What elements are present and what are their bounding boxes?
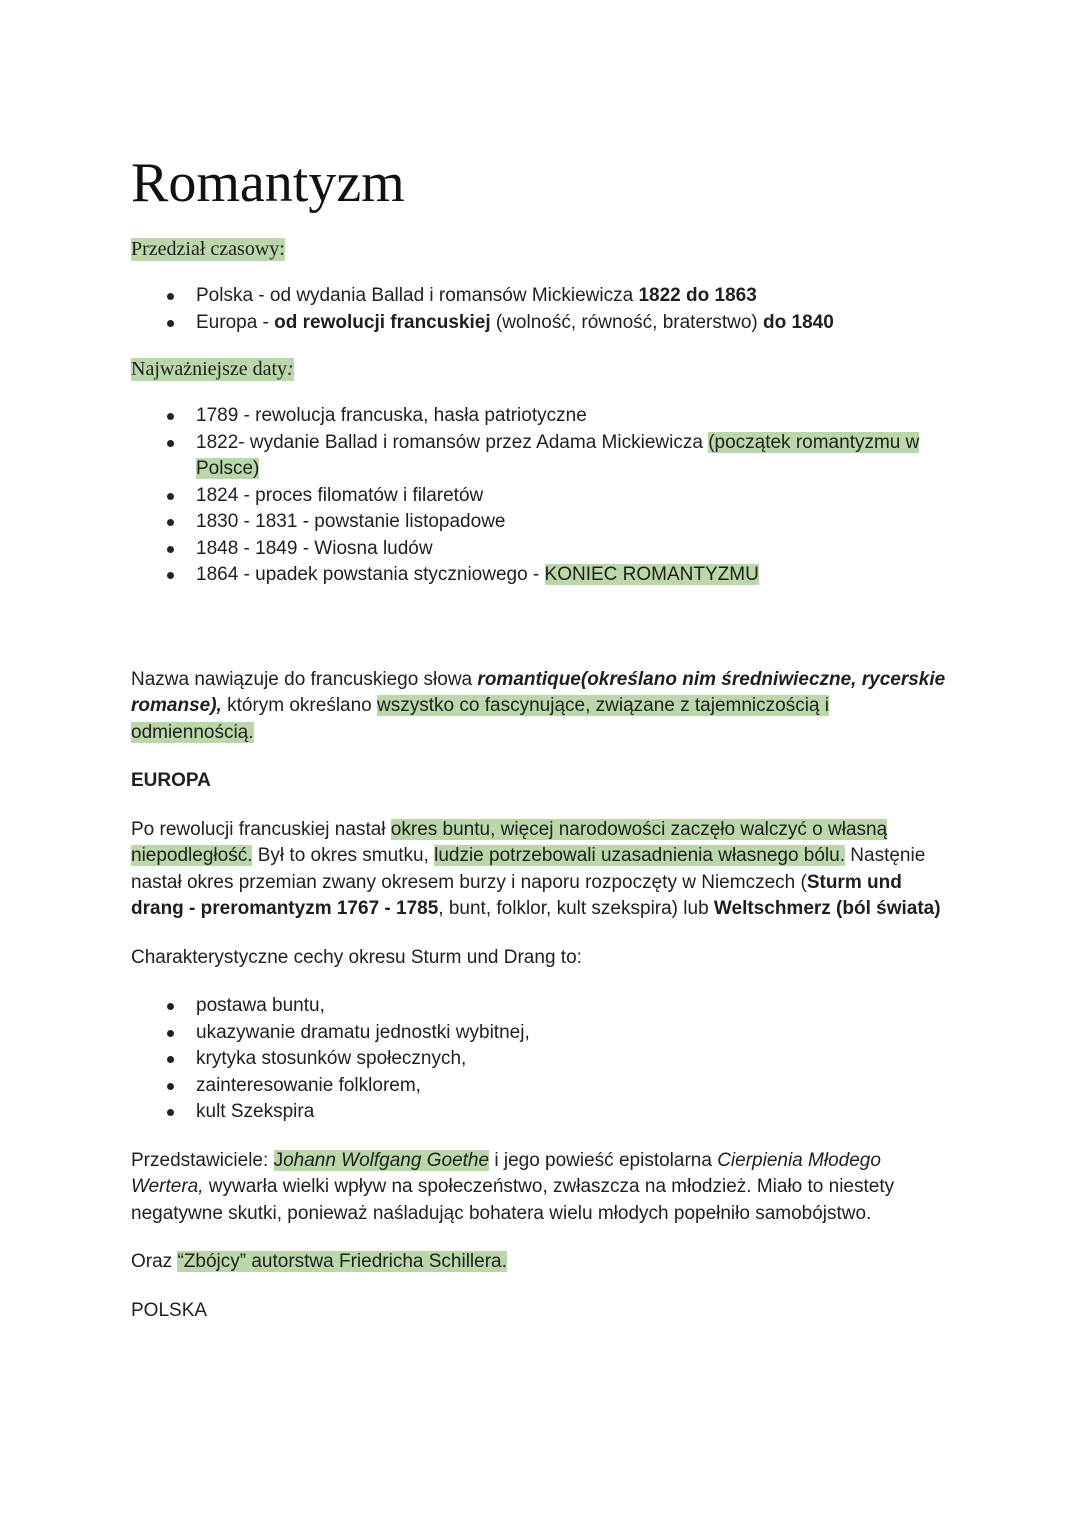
list-item-text: (wolność, równość, braterstwo): [490, 311, 764, 333]
highlight: Johann Wolfgang Goethe: [273, 1149, 490, 1171]
list-item: ukazywanie dramatu jednostki wybitnej,: [131, 1020, 951, 1047]
list-item: 1822- wydanie Ballad i romansów przez Adama Mickiewicza (początek romantyzmu w Polsce): [131, 430, 951, 483]
list-item: kult Szekspira: [131, 1099, 951, 1126]
section-heading-polska: POLSKA: [131, 1299, 208, 1321]
list-item: krytyka stosunków społecznych,: [131, 1046, 951, 1073]
list-item-bold: 1822 do 1863: [638, 285, 757, 306]
document-page: [131, 150, 951, 1346]
list-item: [131, 283, 951, 310]
section-heading-dates: Najważniejsze daty:: [131, 358, 294, 380]
section-heading-europa: EUROPA: [131, 770, 211, 791]
representatives-paragraph: Przedstawiciele: Johann Wolfgang Goethe i jego powieść epistolarna Cierpienia Młodego Wertera, wywarła wielki wpływ na społeczeństwo, zwłaszcza na młodzież. Miało to niestety negatywne skutki, ponieważ naśladując bohatera wielu młodych popełniło samobójstwo.: [131, 1149, 895, 1224]
list-item-bold: od rewolucji francuskiej: [274, 311, 491, 333]
schiller-paragraph: Oraz “Zbójcy” autorstwa Friedricha Schillera.: [131, 1251, 507, 1272]
section-heading-time-range: Przedział czasowy:: [131, 238, 285, 260]
traits-list: [131, 993, 951, 1126]
highlight: “Zbójcy” autorstwa Friedricha Schillera.: [177, 1251, 507, 1272]
list-item: zainteresowanie folklorem,: [131, 1073, 951, 1100]
section-time-range: [131, 238, 951, 336]
highlight: KONIEC ROMANTYZMU: [544, 564, 759, 585]
list-item: 1830 - 1831 - powstanie listopadowe: [131, 509, 951, 536]
list-item: 1848 - 1849 - Wiosna ludów: [131, 536, 951, 563]
time-range-list: [131, 283, 951, 336]
highlight: ludzie potrzebowali uzasadnienia własnego bólu.: [434, 845, 845, 866]
traits-intro: Charakterystyczne cechy okresu Sturm und Drang to:: [131, 946, 582, 968]
page-title: Romantyzm: [131, 152, 405, 214]
name-origin-paragraph: Nazwa nawiązuje do francuskiego słowa romantique(określano nim średniwieczne, rycerskie romanse), którym określano wszystko co fascynujące, związane z tajemniczością i odmiennością.: [131, 668, 946, 743]
list-item-text: Europa -: [196, 311, 275, 333]
dates-list: [131, 403, 951, 589]
highlight: (początek romantyzmu w Polsce): [196, 431, 920, 479]
list-item: postawa buntu,: [131, 993, 951, 1020]
list-item: 1789 - rewolucja francuska, hasła patriotyczne: [131, 403, 951, 430]
list-item: [131, 310, 951, 337]
list-item: 1864 - upadek powstania styczniowego - KONIEC ROMANTYZMU: [131, 562, 951, 589]
list-item-text: Polska - od wydania Ballad i romansów Mickiewicza: [196, 285, 639, 306]
highlight: wszystko co fascynujące, związane z tajemniczością i odmiennością.: [131, 695, 830, 743]
section-important-dates: [131, 358, 951, 589]
highlight: okres buntu, więcej narodowości zaczęło walczyć o własną niepodległość.: [131, 818, 888, 866]
list-item-bold: do 1840: [763, 311, 834, 333]
list-item: 1824 - proces filomatów i filaretów: [131, 483, 951, 510]
europa-paragraph: Po rewolucji francuskiej nastał okres buntu, więcej narodowości zaczęło walczyć o własną niepodległość. Był to okres smutku, ludzie potrzebowali uzasadnienia własnego bólu. Nastęnie nastał okres przemian zwany okresem burzy i naporu rozpoczęty w Niemczech (Sturm und drang - preromantyzm 1767 - 1785, bunt, folklor, kult szekspira) lub Weltschmerz (ból świata): [131, 818, 941, 919]
spacer: [131, 611, 951, 667]
